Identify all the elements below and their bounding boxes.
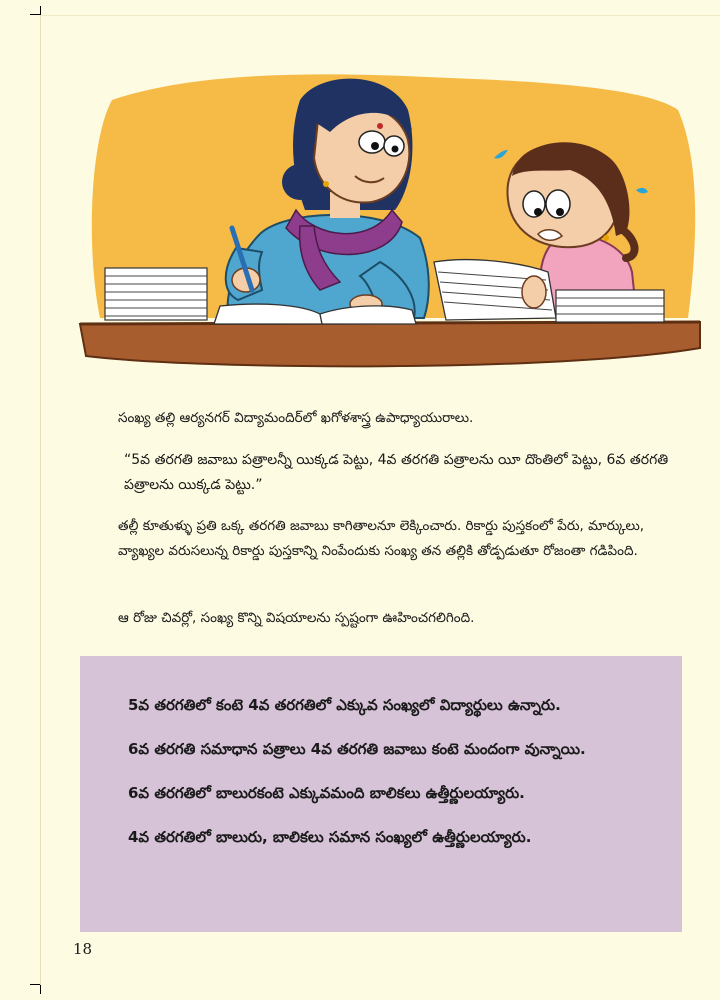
page-number: 18 [73, 940, 93, 958]
paragraph-counting: తల్లీ కూతుళ్ళు ప్రతి ఒక్క తరగతి జవాబు కాగితాలనూ లెక్కించారు. రికార్డు పుస్తకంలో పేరు, మార్కులు, వ్యాఖ్యల వరుసలున్న రికార్డు పుస్తకాన్ని నింపేందుకు సంఖ్య తన తల్లికి తోడ్పడుతూ రోజంతా గడిపింది. [118, 518, 645, 559]
paper-stack-icon [105, 268, 207, 320]
observations-box [80, 656, 682, 932]
observation-line-1: 5వ తరగతిలో కంటె 4వ తరగతిలో ఎక్కువ సంఖ్యలో విద్యార్థులు ఉన్నారు. [128, 696, 561, 714]
illustration [0, 0, 720, 380]
paragraph-intro: సంఖ్య తల్లి ఆర్యనగర్ విద్యామందిర్‌లో ఖగోళశాస్త్ర ఉపాధ్యాయురాలు. [118, 410, 474, 426]
paragraph-quote: “5వ తరగతి జవాబు పత్రాలన్నీ యిక్కడ పెట్టు, 4వ తరగతి పత్రాలను యీ దొంతిలో పెట్టు, 6వ తరగతి పత్రాలను యిక్కడ పెట్టు.” [124, 452, 669, 493]
observation-line-2: 6వ తరగతి సమాధాన పత్రాలు 4వ తరగతి జవాబు కంటె మందంగా వున్నాయి. [128, 740, 586, 758]
paragraph-end-of-day: ఆ రోజు చివర్లో, సంఖ్య కొన్ని విషయాలను స్పష్టంగా ఊహించగలిగింది. [118, 610, 475, 626]
table [80, 322, 700, 366]
observation-line-4: 4వ తరగతిలో బాలురు, బాలికలు సమాన సంఖ్యలో ఉత్తీర్ణులయ్యారు. [128, 828, 532, 846]
crop-mark-bottom-v [40, 984, 41, 994]
crop-mark-bottom-h [30, 984, 40, 985]
observation-line-3: 6వ తరగతిలో బాలురకంటె ఎక్కువమంది బాలికలు ఉత్తీర్ణులయ్యారు. [128, 784, 525, 802]
